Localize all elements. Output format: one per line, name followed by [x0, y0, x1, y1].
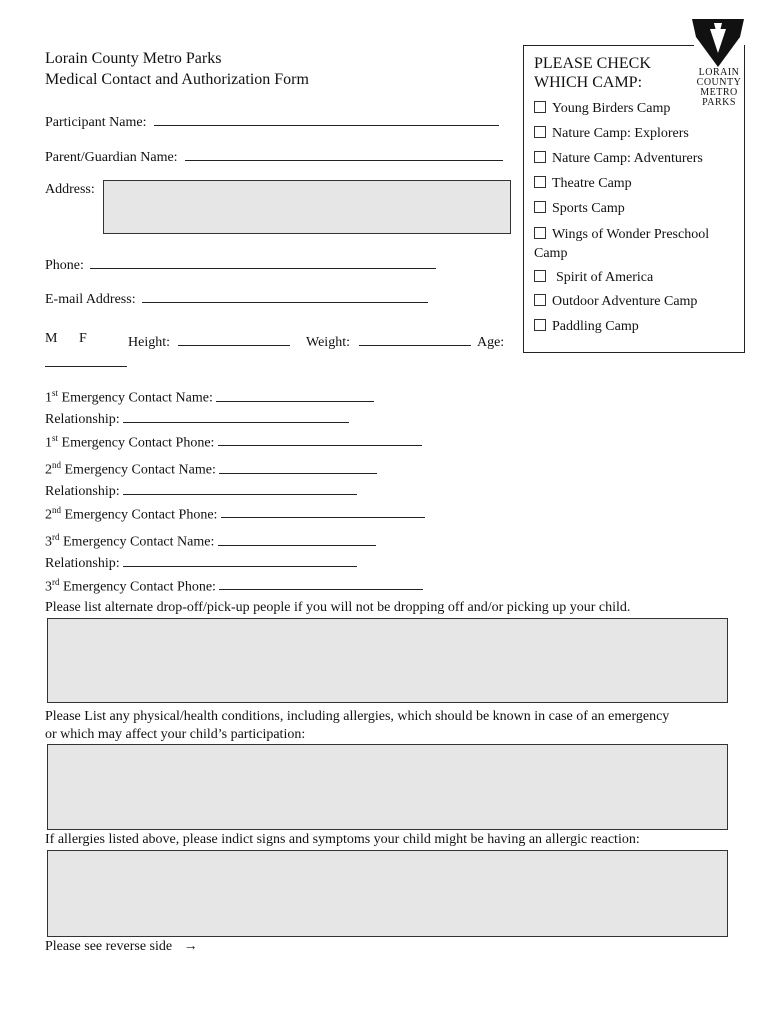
height-label: Height:	[128, 335, 170, 350]
weight-field[interactable]	[359, 331, 471, 346]
camp-nature-explorers[interactable]: Nature Camp: Explorers	[534, 126, 689, 142]
reverse-side-note: Please see reverse side →	[45, 939, 198, 954]
emergency-contact-3: 3rd Emergency Contact Name: Relationship: 3rd Emergency Contact Phone:	[45, 528, 423, 596]
weight-label: Weight:	[306, 335, 350, 350]
email-field[interactable]	[142, 288, 428, 303]
participant-name-row	[45, 111, 499, 131]
camp-outdoor-adventure[interactable]: Outdoor Adventure Camp	[534, 294, 697, 310]
alternate-pickup-field[interactable]	[47, 618, 728, 703]
address-field[interactable]	[103, 180, 511, 234]
phone-field[interactable]	[90, 254, 436, 269]
emergency-3-name-field[interactable]	[218, 531, 376, 546]
emergency-1-phone-field[interactable]	[218, 431, 422, 446]
emergency-contact-2: 2nd Emergency Contact Name: Relationship: 2nd Emergency Contact Phone:	[45, 456, 425, 524]
participant-name-label: Participant Name:	[45, 115, 147, 130]
guardian-name-row	[45, 146, 503, 166]
camp-young-birders[interactable]: Young Birders Camp	[534, 101, 670, 117]
form-title: Medical Contact and Authorization Form	[45, 71, 309, 88]
emergency-2-relationship-field[interactable]	[123, 480, 357, 495]
sex-male[interactable]: M	[45, 331, 58, 346]
guardian-name-field[interactable]	[185, 146, 503, 161]
checkbox[interactable]	[534, 319, 546, 331]
emergency-1-relationship-field[interactable]	[123, 408, 349, 423]
health-conditions-label: Please List any physical/health conditions, including allergies, which should be known in case of an emergency or which may affect your child’s participation:	[45, 709, 670, 742]
emergency-1-name-field[interactable]	[216, 387, 374, 402]
emergency-3-phone-field[interactable]	[219, 575, 423, 590]
checkbox[interactable]	[534, 101, 546, 113]
age-field-row	[45, 352, 127, 372]
arrow-right-icon: →	[183, 939, 198, 954]
phone-label: Phone:	[45, 258, 84, 273]
camp-sports[interactable]: Sports Camp	[534, 201, 625, 217]
alternate-pickup-label: Please list alternate drop-off/pick-up people if you will not be dropping off and/or picking up your child.	[45, 600, 631, 615]
health-conditions-field[interactable]	[47, 744, 728, 830]
weight-row	[306, 331, 504, 351]
emergency-contact-1: 1st Emergency Contact Name: Relationship: 1st Emergency Contact Phone:	[45, 384, 422, 452]
participant-name-field[interactable]	[154, 111, 499, 126]
emergency-3-relationship-field[interactable]	[123, 552, 357, 567]
height-field[interactable]	[178, 331, 290, 346]
checkbox[interactable]	[534, 227, 546, 239]
guardian-name-label: Parent/Guardian Name:	[45, 150, 178, 165]
sex-female[interactable]: F	[79, 331, 87, 346]
checkbox[interactable]	[534, 176, 546, 188]
phone-row	[45, 254, 436, 274]
emergency-2-name-field[interactable]	[219, 459, 377, 474]
camp-nature-adventurers[interactable]: Nature Camp: Adventurers	[534, 151, 703, 167]
camp-wings-of-wonder[interactable]: Wings of Wonder Preschool	[534, 227, 709, 243]
checkbox[interactable]	[534, 294, 546, 306]
org-name: Lorain County Metro Parks	[45, 50, 222, 67]
checkbox[interactable]	[534, 126, 546, 138]
age-field[interactable]	[45, 352, 127, 367]
allergy-symptoms-label: If allergies listed above, please indict signs and symptoms your child might be having an allergic reaction:	[45, 832, 640, 847]
email-row	[45, 288, 428, 308]
email-label: E-mail Address:	[45, 292, 136, 307]
height-row	[128, 331, 290, 351]
camp-paddling[interactable]: Paddling Camp	[534, 319, 639, 335]
camp-heading: PLEASE CHECK WHICH CAMP:	[534, 55, 651, 91]
allergy-symptoms-field[interactable]	[47, 850, 728, 937]
camp-theatre[interactable]: Theatre Camp	[534, 176, 632, 192]
camp-wings-of-wonder-cont: Camp	[534, 246, 568, 261]
age-label: Age:	[476, 335, 505, 350]
checkbox[interactable]	[534, 151, 546, 163]
metro-parks-logo-icon	[690, 17, 746, 69]
emergency-2-phone-field[interactable]	[221, 503, 425, 518]
checkbox[interactable]	[534, 270, 546, 282]
camp-spirit-of-america[interactable]: Spirit of America	[534, 270, 653, 286]
address-label: Address:	[45, 182, 95, 197]
logo-wordmark: LORAIN COUNTY METRO PARKS	[696, 67, 742, 108]
checkbox[interactable]	[534, 201, 546, 213]
